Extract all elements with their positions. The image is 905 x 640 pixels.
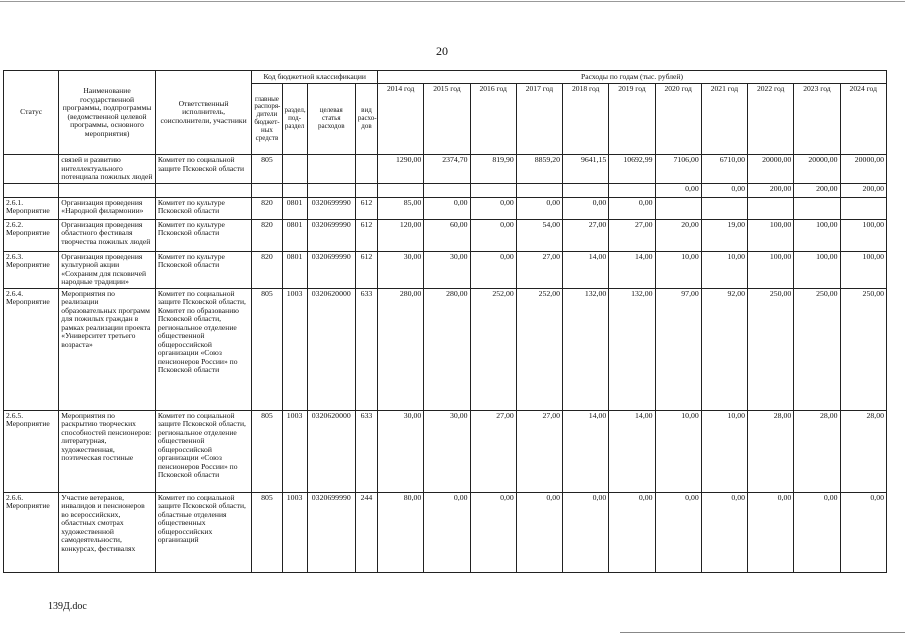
row-amount: 0,00: [609, 492, 655, 572]
row-expense-type: [355, 155, 377, 184]
row-amount: 0,00: [424, 492, 470, 572]
row-amount: 100,00: [748, 219, 794, 251]
table-row: [4, 251, 887, 288]
row-amount: 97,00: [655, 288, 701, 410]
header-name: Наименование государственной программы, подпрограммы (ведомственной целевой программы, основного мероприятия): [59, 71, 156, 155]
row-amount: 0,00: [609, 197, 655, 219]
row-name: [59, 183, 156, 197]
row-name: Организация проведения областного фестиваля творчества пожилых людей: [59, 219, 156, 251]
row-amount: 9641,15: [563, 155, 609, 184]
row-grbs: 820: [252, 219, 282, 251]
row-amount: 0,00: [470, 219, 516, 251]
row-target-article: [307, 183, 355, 197]
row-amount: 20000,00: [840, 155, 886, 184]
row-razdel: 1003: [282, 410, 307, 492]
row-target-article: 0320699990: [307, 197, 355, 219]
row-expense-type: [355, 183, 377, 197]
row-amount: 100,00: [794, 251, 840, 288]
row-amount: [609, 183, 655, 197]
row-amount: 27,00: [563, 219, 609, 251]
row-amount: 14,00: [563, 410, 609, 492]
row-name: Участие ветеранов, инвалидов и пенсионеров во всероссийских, областных смотрах художественной самодеятельности, конкурсах, фестивалях: [59, 492, 156, 572]
row-amount: 252,00: [516, 288, 562, 410]
row-amount: 80,00: [378, 492, 424, 572]
header-code-col: целевая статья расходов: [307, 84, 355, 155]
row-amount: 250,00: [794, 288, 840, 410]
row-status: 2.6.3. Мероприятие: [4, 251, 59, 288]
row-amount: [424, 183, 470, 197]
header-year: 2014 год: [378, 84, 424, 155]
row-amount: 250,00: [748, 288, 794, 410]
row-amount: [840, 197, 886, 219]
header-budget-code: Код бюджетной классификации: [252, 71, 378, 84]
row-amount: 100,00: [840, 219, 886, 251]
row-amount: 10,00: [701, 251, 747, 288]
row-amount: [655, 197, 701, 219]
row-amount: [470, 183, 516, 197]
header-year: 2016 год: [470, 84, 516, 155]
table-row: [4, 219, 887, 251]
row-amount: 200,00: [840, 183, 886, 197]
row-amount: 0,00: [516, 197, 562, 219]
row-amount: [563, 183, 609, 197]
scan-edge-line-bottom: [620, 632, 905, 633]
row-amount: 27,00: [516, 410, 562, 492]
row-amount: 20000,00: [794, 155, 840, 184]
row-executor: Комитет по социальной защите Псковской области, областные отделения общественных общероссийских организаций: [155, 492, 252, 572]
row-amount: 0,00: [470, 251, 516, 288]
row-amount: 14,00: [563, 251, 609, 288]
header-year: 2021 год: [701, 84, 747, 155]
row-target-article: [307, 155, 355, 184]
row-amount: 2374,70: [424, 155, 470, 184]
row-amount: 20,00: [655, 219, 701, 251]
row-amount: 0,00: [655, 492, 701, 572]
row-name: Организация проведения культурной акции «Сохраним для псковичей народные традиции»: [59, 251, 156, 288]
header-year: 2023 год: [794, 84, 840, 155]
row-amount: 14,00: [609, 251, 655, 288]
row-amount: 19,00: [701, 219, 747, 251]
row-status: 2.6.5. Мероприятие: [4, 410, 59, 492]
row-expense-type: 612: [355, 197, 377, 219]
row-amount: 0,00: [701, 492, 747, 572]
row-executor: [155, 183, 252, 197]
table-row: [4, 410, 887, 492]
row-razdel: 0801: [282, 219, 307, 251]
row-amount: 10692,99: [609, 155, 655, 184]
row-expense-type: 612: [355, 251, 377, 288]
row-executor: Комитет по социальной защите Псковской области, региональное отделение общественной общероссийской организации «Союз пенсионеров России» по Псковской области: [155, 410, 252, 492]
row-amount: 0,00: [516, 492, 562, 572]
row-amount: 200,00: [748, 183, 794, 197]
row-target-article: 0320620000: [307, 410, 355, 492]
row-grbs: 820: [252, 251, 282, 288]
row-amount: 28,00: [794, 410, 840, 492]
header-code-col: вид расхо-дов: [355, 84, 377, 155]
header-year: 2020 год: [655, 84, 701, 155]
row-executor: Комитет по культуре Псковской области: [155, 251, 252, 288]
row-grbs: 805: [252, 410, 282, 492]
header-year: 2015 год: [424, 84, 470, 155]
scan-edge-line-top: [0, 1, 905, 2]
row-razdel: 0801: [282, 251, 307, 288]
row-amount: 30,00: [378, 410, 424, 492]
header-expenses: Расходы по годам (тыс. рублей): [378, 71, 887, 84]
row-amount: 30,00: [378, 251, 424, 288]
row-target-article: 0320699990: [307, 251, 355, 288]
row-amount: [794, 197, 840, 219]
row-amount: 100,00: [840, 251, 886, 288]
row-amount: [701, 197, 747, 219]
row-grbs: 805: [252, 288, 282, 410]
table-body: [4, 155, 887, 573]
row-amount: 28,00: [748, 410, 794, 492]
row-amount: 8859,20: [516, 155, 562, 184]
row-grbs: [252, 183, 282, 197]
row-executor: Комитет по социальной защите Псковской области, Комитет по образованию Псковской области, региональное отделение общественной общероссийской организации «Союз пенсионеров России» по Псковской области: [155, 288, 252, 410]
row-expense-type: 612: [355, 219, 377, 251]
row-amount: 27,00: [516, 251, 562, 288]
row-status: 2.6.1. Мероприятие: [4, 197, 59, 219]
table-row: [4, 197, 887, 219]
row-status: 2.6.4. Мероприятие: [4, 288, 59, 410]
row-amount: 60,00: [424, 219, 470, 251]
header-year: 2018 год: [563, 84, 609, 155]
row-status: 2.6.2. Мероприятие: [4, 219, 59, 251]
header-year: 2017 год: [516, 84, 562, 155]
row-amount: [748, 197, 794, 219]
row-status: 2.6.6. Мероприятие: [4, 492, 59, 572]
row-amount: 200,00: [794, 183, 840, 197]
header-executor: Ответственный исполнитель, соисполнители, участники: [155, 71, 252, 155]
row-expense-type: 633: [355, 288, 377, 410]
row-amount: 0,00: [563, 197, 609, 219]
row-amount: 280,00: [378, 288, 424, 410]
row-name: Организация проведения «Народной филармонии»: [59, 197, 156, 219]
footer-filename: 139Д.doc: [48, 601, 87, 612]
row-grbs: 805: [252, 492, 282, 572]
row-amount: 10,00: [701, 410, 747, 492]
row-amount: 85,00: [378, 197, 424, 219]
header-year: 2024 год: [840, 84, 886, 155]
header-year: 2022 год: [748, 84, 794, 155]
row-amount: 0,00: [748, 492, 794, 572]
row-amount: 7106,00: [655, 155, 701, 184]
row-razdel: [282, 183, 307, 197]
table-row: [4, 155, 887, 184]
row-expense-type: 633: [355, 410, 377, 492]
row-amount: 0,00: [563, 492, 609, 572]
row-target-article: 0320699990: [307, 219, 355, 251]
row-amount: 132,00: [563, 288, 609, 410]
row-amount: 100,00: [748, 251, 794, 288]
row-grbs: 820: [252, 197, 282, 219]
row-amount: 30,00: [424, 251, 470, 288]
row-amount: 27,00: [609, 219, 655, 251]
row-amount: 0,00: [655, 183, 701, 197]
row-amount: 6710,00: [701, 155, 747, 184]
row-executor: Комитет по социальной защите Псковской области: [155, 155, 252, 184]
page-number: 20: [436, 44, 448, 58]
row-target-article: 0320699990: [307, 492, 355, 572]
table-row: [4, 288, 887, 410]
row-expense-type: 244: [355, 492, 377, 572]
row-amount: 280,00: [424, 288, 470, 410]
row-razdel: [282, 155, 307, 184]
row-razdel: 1003: [282, 492, 307, 572]
row-razdel: 0801: [282, 197, 307, 219]
row-executor: Комитет по культуре Псковской области: [155, 197, 252, 219]
row-amount: 54,00: [516, 219, 562, 251]
row-amount: 14,00: [609, 410, 655, 492]
header-year: 2019 год: [609, 84, 655, 155]
table-row: [4, 492, 887, 572]
row-amount: 0,00: [840, 492, 886, 572]
row-name: Мероприятия по раскрытию творческих способностей пенсионеров: литературная, художественная, поэтическая гостиные: [59, 410, 156, 492]
row-grbs: 805: [252, 155, 282, 184]
row-amount: 252,00: [470, 288, 516, 410]
row-amount: 10,00: [655, 251, 701, 288]
row-amount: 0,00: [701, 183, 747, 197]
row-amount: 250,00: [840, 288, 886, 410]
table-row: [4, 183, 887, 197]
row-amount: 819,90: [470, 155, 516, 184]
row-name: связей и развитию интеллектуального потенциала пожилых людей: [59, 155, 156, 184]
row-amount: 1290,00: [378, 155, 424, 184]
header-code-col: главные распоря-дители бюджет-ных средств: [252, 84, 282, 155]
row-amount: 100,00: [794, 219, 840, 251]
row-amount: 20000,00: [748, 155, 794, 184]
header-code-col: раздел, под-раздел: [282, 84, 307, 155]
row-target-article: 0320620000: [307, 288, 355, 410]
row-amount: 132,00: [609, 288, 655, 410]
budget-table: [3, 70, 887, 573]
header-status: Статус: [4, 71, 59, 155]
row-amount: 30,00: [424, 410, 470, 492]
row-amount: 0,00: [794, 492, 840, 572]
row-name: Мероприятия по реализации образовательных программ для пожилых граждан в рамках реализации проекта «Университет третьего возраста»: [59, 288, 156, 410]
row-amount: 120,00: [378, 219, 424, 251]
row-amount: 0,00: [424, 197, 470, 219]
row-amount: 10,00: [655, 410, 701, 492]
row-amount: [378, 183, 424, 197]
row-amount: 92,00: [701, 288, 747, 410]
row-amount: 28,00: [840, 410, 886, 492]
row-amount: 0,00: [470, 197, 516, 219]
row-status: [4, 155, 59, 184]
row-razdel: 1003: [282, 288, 307, 410]
row-amount: 27,00: [470, 410, 516, 492]
row-executor: Комитет по культуре Псковской области: [155, 219, 252, 251]
row-amount: 0,00: [470, 492, 516, 572]
row-status: [4, 183, 59, 197]
row-amount: [516, 183, 562, 197]
